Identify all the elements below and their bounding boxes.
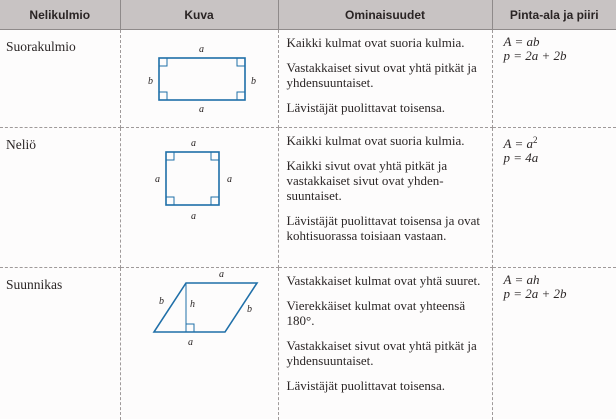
area-lhs: A = <box>504 34 527 49</box>
label-bottom: a <box>191 211 196 222</box>
parallelogram-property-4: Lävistäjät puolittavat toisensa. <box>287 378 486 393</box>
parallelogram-properties-cell <box>278 268 492 420</box>
parallelogram-shape <box>154 283 257 332</box>
parallelogram-figure <box>121 268 279 420</box>
square-properties-cell <box>278 128 492 268</box>
header-properties: Ominaisuudet <box>278 0 492 30</box>
parallelogram-figure-cell <box>120 268 278 420</box>
header-formulas: Pinta-ala ja piiri <box>492 0 616 30</box>
right-angle-markers <box>166 152 219 205</box>
label-bottom: a <box>188 337 193 348</box>
parallelogram-area-formula <box>504 273 616 287</box>
square-figure-cell <box>120 128 278 268</box>
square-property-1: Kaikki kulmat ovat suoria kulmia. <box>287 133 486 148</box>
header-figure: Kuva <box>120 0 278 30</box>
parallelogram-name: Suunnikas <box>0 268 120 292</box>
rectangle-property-2: Vastakkaiset sivut ovat yhtä pitkät ja yhdensuuntaiset. <box>287 60 486 90</box>
area-rhs: ah <box>526 272 539 287</box>
square-perimeter-formula: p = 4a <box>504 151 616 165</box>
parallelogram-formula-cell <box>492 268 616 420</box>
header-name: Nelikulmio <box>0 0 120 30</box>
label-bottom: a <box>199 104 204 115</box>
rectangle-figure-cell <box>120 30 278 128</box>
rectangle-name: Suorakulmio <box>0 30 120 54</box>
area-lhs: A = <box>504 136 527 151</box>
parallelogram-property-3: Vastakkaiset sivut ovat yhtä pitkät ja yhdensuuntaiset. <box>287 338 486 368</box>
rectangle-figure <box>121 30 279 128</box>
label-right: a <box>227 174 232 185</box>
label-left: b <box>159 296 164 307</box>
rectangle-property-1: Kaikki kulmat ovat suoria kulmia. <box>287 35 486 50</box>
label-right: b <box>251 76 256 87</box>
label-top: a <box>191 138 196 149</box>
label-height: h <box>190 299 195 310</box>
label-right: b <box>247 304 252 315</box>
parallelogram-name-cell <box>0 268 120 420</box>
table-header-row <box>0 0 616 30</box>
label-top: a <box>219 269 224 280</box>
rectangle-area-formula <box>504 35 616 49</box>
label-top: a <box>199 44 204 55</box>
label-left: b <box>148 76 153 87</box>
label-left: a <box>155 174 160 185</box>
parallelogram-perimeter-formula: p = 2a + 2b <box>504 287 616 301</box>
table-row-square <box>0 128 616 268</box>
area-rhs: a <box>526 136 533 151</box>
square-property-2: Kaikki sivut ovat yhtä pitkät ja vastakkaiset sivut ovat yhden-suuntaiset. <box>287 158 486 203</box>
area-rhs: ab <box>526 34 539 49</box>
square-name: Neliö <box>0 128 120 152</box>
table-row-rectangle <box>0 30 616 128</box>
rectangle-formula-cell <box>492 30 616 128</box>
square-property-3: Lävistäjät puolittavat toisensa ja ovat kohtisuorassa toisiaan vastaan. <box>287 213 486 243</box>
right-angle-markers <box>159 58 245 100</box>
square-figure <box>121 128 279 268</box>
parallelogram-property-1: Vastakkaiset kulmat ovat yhtä suuret. <box>287 273 486 288</box>
rectangle-name-cell <box>0 30 120 128</box>
rectangle-properties-cell <box>278 30 492 128</box>
area-exponent: 2 <box>533 135 538 145</box>
square-name-cell <box>0 128 120 268</box>
area-lhs: A = <box>504 272 527 287</box>
rectangle-perimeter-formula: p = 2a + 2b <box>504 49 616 63</box>
square-area-formula <box>504 133 616 151</box>
table-row-parallelogram <box>0 268 616 420</box>
rectangle-property-3: Lävistäjät puolittavat toisensa. <box>287 100 486 115</box>
parallelogram-property-2: Vierekkäiset kulmat ovat yhteensä 180°. <box>287 298 486 328</box>
rectangle-shape <box>159 58 245 100</box>
height-right-angle-marker <box>186 324 194 332</box>
square-formula-cell <box>492 128 616 268</box>
